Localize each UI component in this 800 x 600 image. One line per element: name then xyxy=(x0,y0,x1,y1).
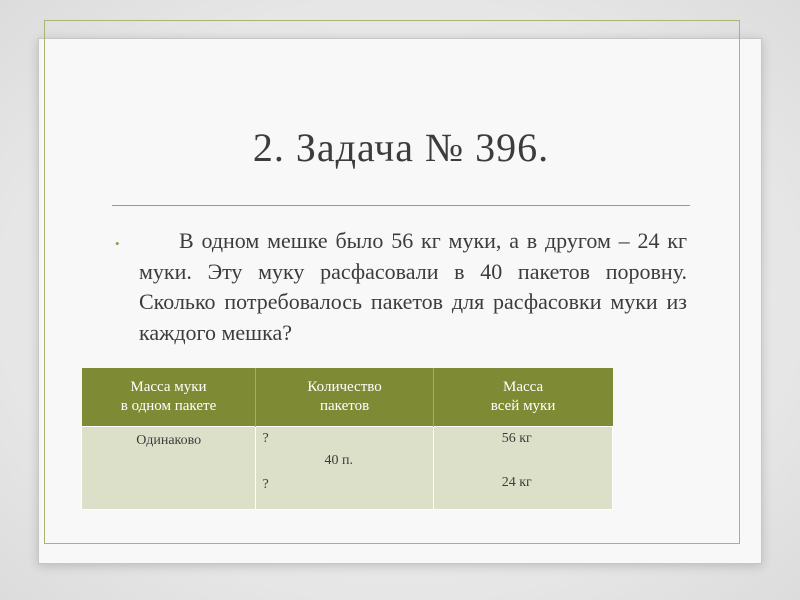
header-total-mass: Масса всей муки xyxy=(433,368,612,427)
mass-second-bag: 24 кг xyxy=(501,475,532,490)
mass-first-bag: 56 кг xyxy=(501,431,532,446)
header-packet-count: Количество пакетов xyxy=(256,368,433,427)
table-header-row xyxy=(82,368,613,427)
qty-first-bag: ? xyxy=(262,431,269,446)
title-divider xyxy=(112,205,690,206)
header-mass-per-packet: Масса муки в одном пакете xyxy=(82,368,256,427)
problem-text: В одном мешке было 56 кг муки, а в другом – 24 кг муки. Эту муку расфасовали в 40 пакетов поровну. Сколько потребовалось пакетов для расфасовки муки из каждого мешка? xyxy=(139,228,687,345)
table-row xyxy=(82,427,613,510)
cell-mass-per-packet: Одинаково xyxy=(82,427,256,510)
cell-packet-count xyxy=(256,427,433,510)
slide-title: 2. Задача № 396. xyxy=(252,125,550,170)
qty-total: 40 п. xyxy=(324,453,353,468)
task-table xyxy=(81,368,613,510)
cell-total-mass xyxy=(433,427,612,510)
bullet-icon: • xyxy=(115,236,120,251)
qty-second-bag: ? xyxy=(262,477,269,492)
